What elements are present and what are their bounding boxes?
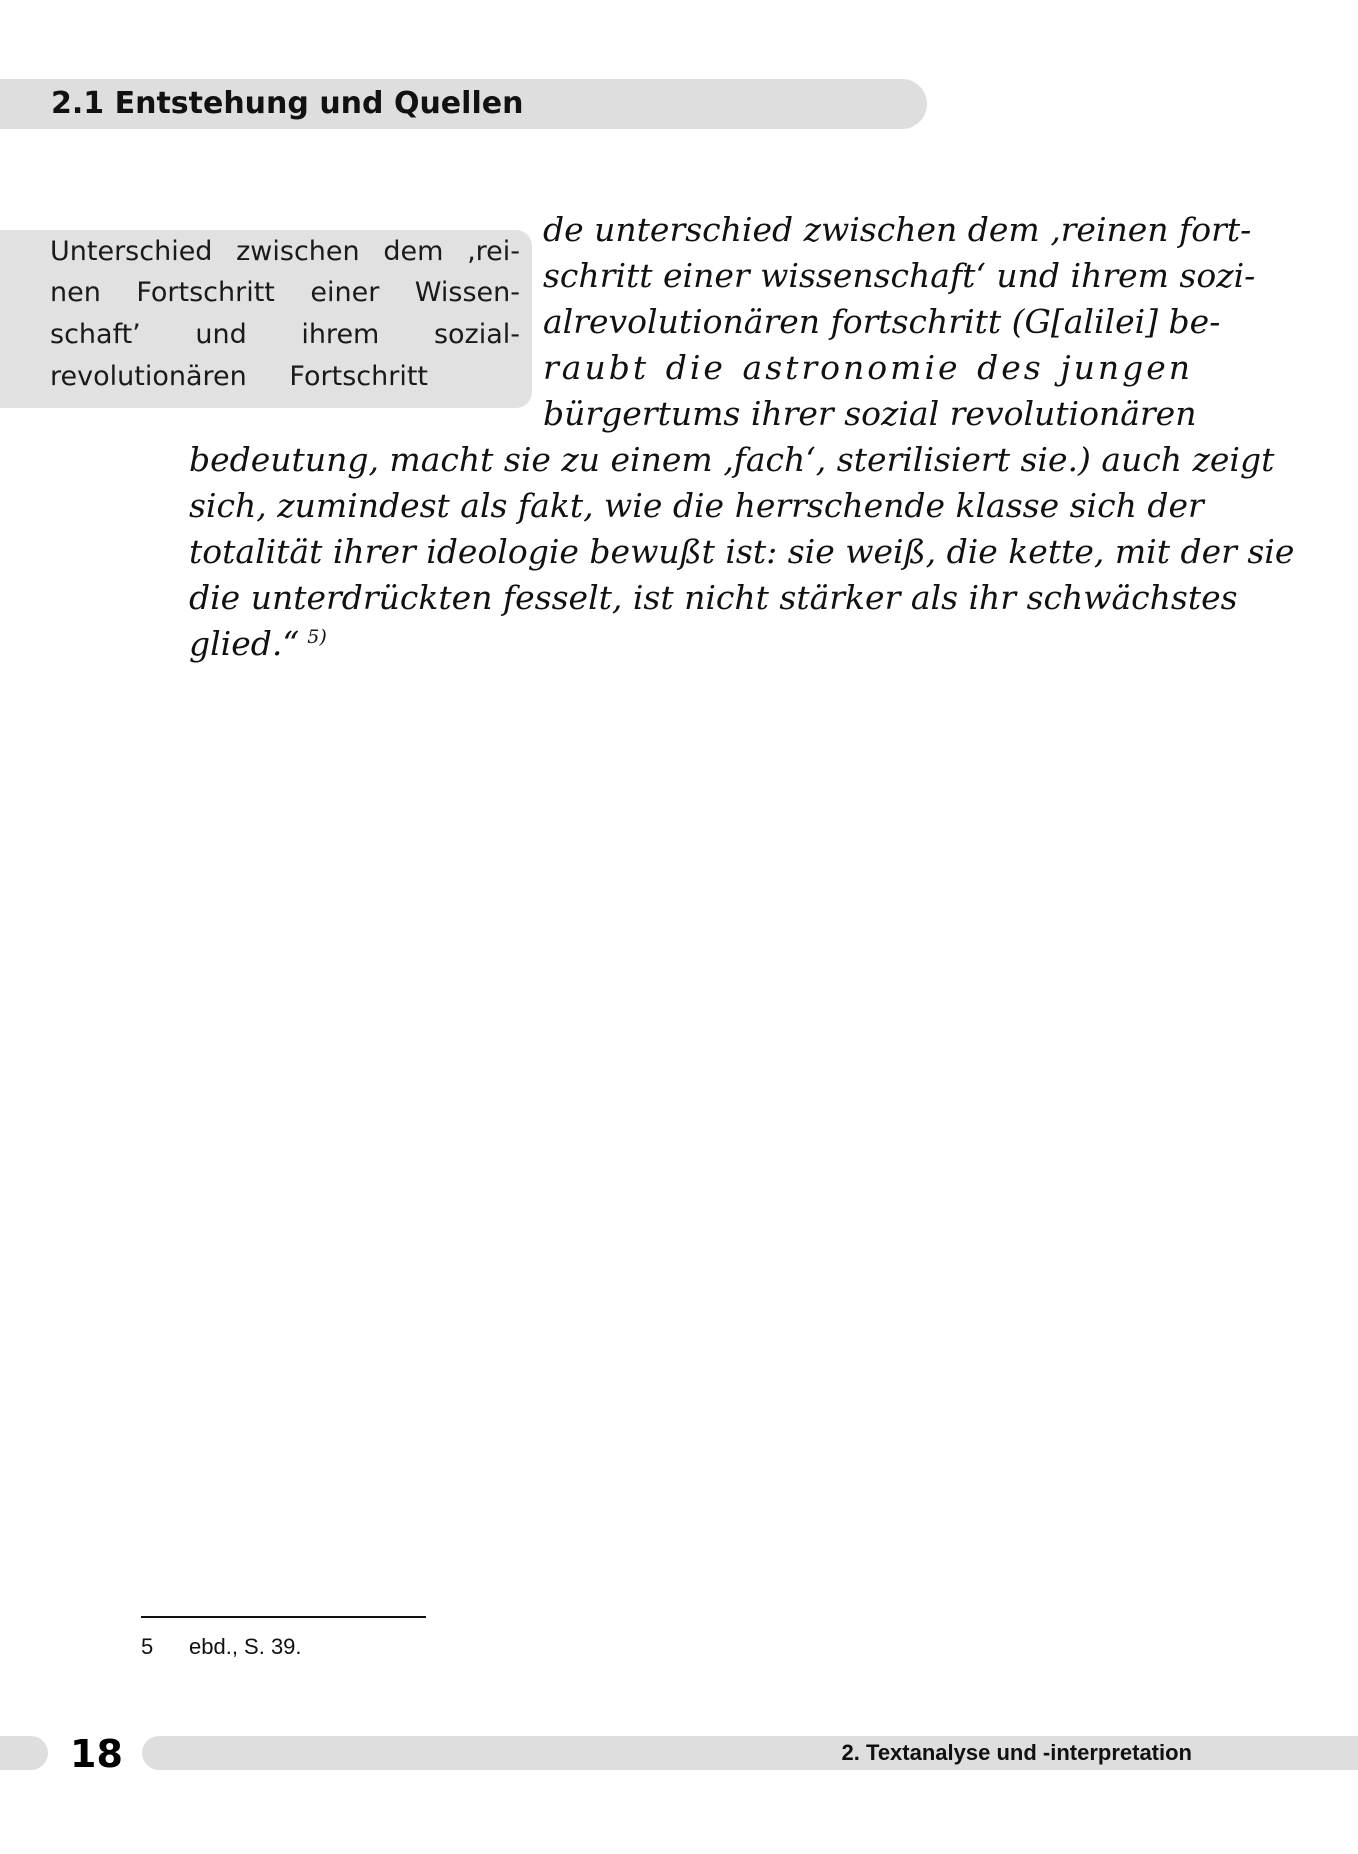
quote-line: de unterschied zwischen dem ‚reinen fort-	[543, 210, 1252, 249]
page-number: 18	[70, 1732, 123, 1776]
quote-line: raubt die astronomie des jungen	[543, 348, 1193, 387]
quote-line: glied.“	[189, 624, 300, 663]
footnote-text: ebd., S. 39.	[189, 1634, 302, 1659]
margin-note-line: Unterschied zwischen dem ‚rei-	[50, 236, 520, 267]
footnote-number: 5	[141, 1634, 154, 1659]
footer-left-bar	[0, 1736, 48, 1770]
footnote-divider	[141, 1616, 426, 1618]
quote-line: bürgertums ihrer sozial revolutionären	[543, 394, 1197, 433]
quote-last-line	[189, 621, 327, 666]
quote-line: bedeutung, macht sie zu einem ‚fach‘, sterilisiert sie.) auch zeigt	[189, 440, 1275, 479]
quote-line: alrevolutionären fortschritt (G[alilei] be-	[543, 302, 1221, 341]
footer-chapter-title: 2. Textanalyse und -interpretation	[841, 1740, 1192, 1765]
footnote-reference[interactable]: 5)	[307, 626, 327, 648]
quote-line: sich, zumindest als fakt, wie die herrschende klasse sich der	[189, 486, 1204, 525]
quote-line: totalität ihrer ideologie bewußt ist: sie weiß, die kette, mit der sie	[189, 532, 1295, 571]
margin-note-line: revolutionären Fortschritt	[50, 361, 428, 392]
quote-line: die unterdrückten fesselt, ist nicht stärker als ihr schwächstes	[189, 578, 1238, 617]
section-title: 2.1 Entstehung und Quellen	[51, 86, 524, 121]
quote-line: schritt einer wissenschaft‘ und ihrem sozi-	[543, 256, 1256, 295]
margin-note-line: schaft’ und ihrem sozial-	[50, 319, 520, 350]
margin-note-line: nen Fortschritt einer Wissen-	[50, 277, 520, 308]
